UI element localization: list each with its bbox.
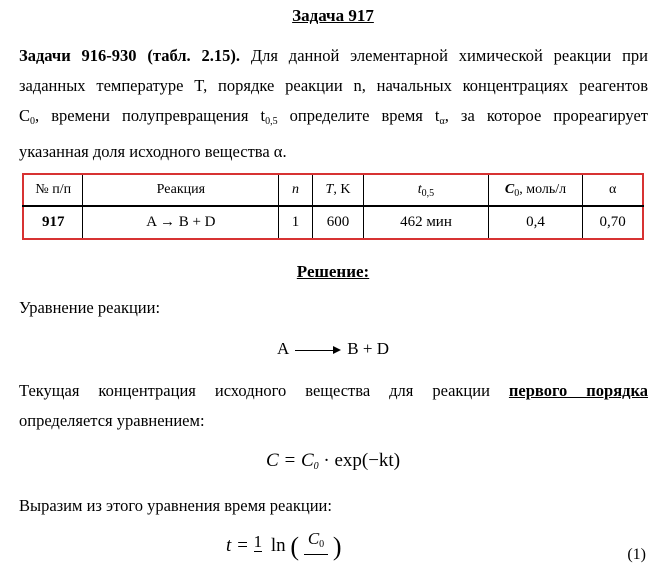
express-time-text: Выразим из этого уравнения время реакции: xyxy=(19,496,332,515)
intro-line-1: Для данной элементарной химической реакции при xyxy=(240,46,648,65)
intro-line-3: $C_0$, времени полупревращения $t_{0,5}$ определите время $t_\alpha$, за которое прореагирует xyxy=(19,106,648,127)
intro-line-4: указанная доля исходного вещества α. xyxy=(19,142,287,161)
page-title: Задача 917 xyxy=(292,6,374,25)
cell-initial-conc: 0,4 xyxy=(488,206,583,239)
equation-number: (1) xyxy=(627,546,646,563)
cell-reaction: A → B + D xyxy=(83,206,279,239)
cell-num: 917 xyxy=(23,206,83,239)
problem-statement xyxy=(19,41,648,167)
task-data-table xyxy=(22,173,644,240)
header-alpha: α xyxy=(583,174,643,206)
first-order-emphasis: первого порядка xyxy=(508,381,649,400)
time-equation: t = 1 ln ( $C_0$ ) xyxy=(226,529,342,561)
header-reaction: Реакция xyxy=(83,174,279,206)
reaction-equation xyxy=(0,339,666,359)
header-n: n xyxy=(279,174,313,206)
header-num: № п/п xyxy=(23,174,83,206)
concentration-equation: $C = C_0 \cdot \exp(-kt)$ xyxy=(265,450,401,472)
cell-n: 1 xyxy=(279,206,313,239)
products: B + D xyxy=(347,339,389,358)
table-row xyxy=(23,206,643,239)
concentration-paragraph: Текущая концентрация исходного вещества для реакции первого порядка определяется уравнением: xyxy=(19,381,649,430)
intro-line-2: заданных температуре T, порядке реакции n, начальных концентрациях реагентов xyxy=(19,76,648,95)
header-temperature: T, K xyxy=(312,174,363,206)
solution-heading: Решение: xyxy=(296,262,370,281)
cell-temperature: 600 xyxy=(312,206,363,239)
cell-alpha: 0,70 xyxy=(583,206,643,239)
header-initial-conc: $C_0$, моль/л xyxy=(488,174,583,206)
problem-group-label: Задачи 916-930 (табл. 2.15). xyxy=(19,46,241,65)
table-header-row xyxy=(23,174,643,206)
reaction-eq-label: Уравнение реакции: xyxy=(19,298,161,317)
cell-half-life: 462 мин xyxy=(364,206,488,239)
header-half-life: $t_{0,5}$ xyxy=(364,174,488,206)
reactant: A xyxy=(277,339,290,358)
